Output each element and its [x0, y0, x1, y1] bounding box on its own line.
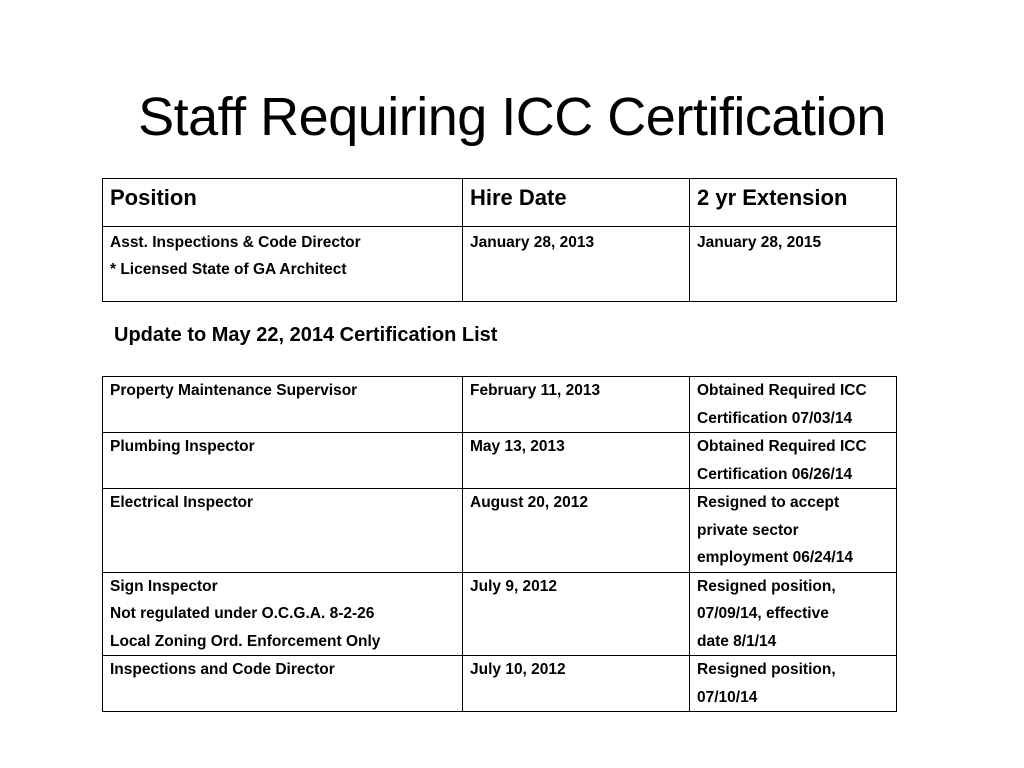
hire-date-cell: August 20, 2012 — [463, 489, 690, 573]
table-row — [103, 377, 897, 433]
position-line: Property Maintenance Supervisor — [110, 382, 358, 399]
position-line: Asst. Inspections & Code Director — [110, 234, 361, 251]
status-line: Resigned position, — [697, 577, 836, 595]
certification-update-table — [102, 376, 897, 712]
position-note: * Licensed State of GA Architect — [110, 261, 347, 278]
table-row — [103, 433, 897, 489]
table-row — [103, 489, 897, 573]
position-line: Inspections and Code Director — [110, 661, 335, 678]
status-line: 07/09/14, effective — [697, 605, 829, 622]
position-cell — [103, 572, 463, 656]
hire-date-cell: July 10, 2012 — [463, 656, 690, 712]
position-line: Sign Inspector — [110, 577, 218, 595]
column-header-hire-date: Hire Date — [463, 179, 690, 227]
status-cell — [690, 656, 897, 712]
position-cell — [103, 433, 463, 489]
certification-extension-table — [102, 178, 897, 302]
position-cell — [103, 227, 463, 302]
position-line: Local Zoning Ord. Enforcement Only — [110, 632, 381, 650]
status-cell — [690, 572, 897, 656]
table-header-row — [103, 179, 897, 227]
status-line: Certification 06/26/14 — [697, 465, 853, 483]
column-header-extension: 2 yr Extension — [690, 179, 897, 227]
position-line: Not regulated under O.C.G.A. 8-2-26 — [110, 605, 375, 622]
status-line: Resigned position, — [697, 661, 836, 678]
hire-date-cell: February 11, 2013 — [463, 377, 690, 433]
position-line: Plumbing Inspector — [110, 438, 255, 455]
status-line: date 8/1/14 — [697, 632, 777, 650]
table-row — [103, 572, 897, 656]
table-row — [103, 227, 897, 302]
status-line: employment 06/24/14 — [697, 549, 853, 566]
hire-date-cell: January 28, 2013 — [463, 227, 690, 302]
position-cell — [103, 656, 463, 712]
status-line: 07/10/14 — [697, 688, 758, 706]
page-title: Staff Requiring ICC Certification — [138, 87, 886, 147]
status-line: private sector — [697, 521, 799, 539]
status-cell — [690, 489, 897, 573]
position-cell — [103, 377, 463, 433]
status-line: Obtained Required ICC — [697, 438, 867, 455]
status-line: Resigned to accept — [697, 494, 840, 511]
hire-date-cell: July 9, 2012 — [463, 572, 690, 656]
position-line: Electrical Inspector — [110, 494, 254, 511]
section-subtitle: Update to May 22, 2014 Certification List — [114, 324, 498, 346]
table-row — [103, 656, 897, 712]
hire-date-cell: May 13, 2013 — [463, 433, 690, 489]
position-cell — [103, 489, 463, 573]
status-line: Obtained Required ICC — [697, 382, 867, 399]
extension-cell: January 28, 2015 — [690, 227, 897, 302]
status-cell — [690, 433, 897, 489]
status-line: Certification 07/03/14 — [697, 409, 853, 427]
column-header-position: Position — [103, 179, 463, 227]
status-cell — [690, 377, 897, 433]
